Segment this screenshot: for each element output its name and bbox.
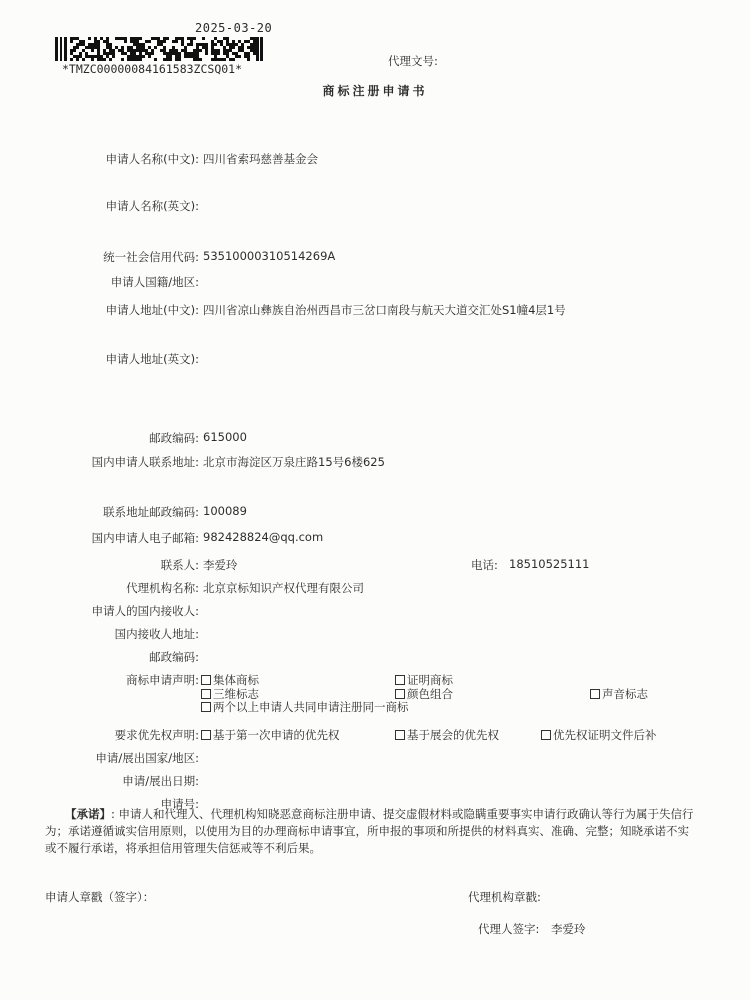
checkbox-joint-label: 两个以上申请人共同申请注册同一商标 <box>213 700 409 714</box>
nationality-label: 申请人国籍/地区: <box>110 275 199 289</box>
barcode-image <box>55 37 263 61</box>
filing-date: 2025-03-20 <box>195 21 273 35</box>
agency-value: 北京京标知识产权代理有限公司 <box>203 581 364 595</box>
checkbox-sound-label: 声音标志 <box>602 687 648 701</box>
checkbox-docs-later[interactable] <box>541 727 657 743</box>
phone-value: 18510525111 <box>509 557 590 571</box>
checkbox-icon <box>395 675 405 685</box>
contact-address-label: 国内申请人联系地址: <box>91 455 199 469</box>
declaration-label: 商标申请声明: <box>126 673 199 687</box>
applicant-seal-label: 申请人章戳（签字）： <box>45 890 155 904</box>
agent-sign-label: 代理人签字: <box>478 922 540 936</box>
agency-seal-label: 代理机构章戳: <box>468 890 541 904</box>
checkbox-icon <box>541 730 551 740</box>
tracking-code: *TMZC00000084161583ZCSQ01* <box>62 62 243 76</box>
recipient-postcode-label: 邮政编码: <box>149 650 199 664</box>
checkbox-color-label: 颜色组合 <box>407 687 453 701</box>
agent-sign-value: 李爱玲 <box>551 922 586 936</box>
checkbox-first-filing-label: 基于第一次申请的优先权 <box>213 728 340 742</box>
name-en-label: 申请人名称(英文): <box>105 199 199 213</box>
agent-doc-no-label: 代理文号: <box>388 54 438 68</box>
postcode-label: 邮政编码: <box>149 431 199 445</box>
checkbox-joint[interactable] <box>201 699 409 715</box>
email-value: 982428824@qq.com <box>203 530 324 544</box>
priority-date-label: 申请/展出日期: <box>122 774 199 788</box>
contact-postcode-label: 联系地址邮政编码: <box>103 505 199 519</box>
name-cn-label: 申请人名称(中文): <box>105 152 199 166</box>
checkbox-icon <box>395 689 405 699</box>
name-cn-value: 四川省索玛慈善基金会 <box>203 152 318 166</box>
contact-person-value: 李爱玲 <box>203 558 238 572</box>
address-cn-label: 申请人地址(中文): <box>105 303 199 317</box>
checkbox-exhibition[interactable] <box>395 727 499 743</box>
checkbox-three-d-label: 三维标志 <box>213 687 259 701</box>
credit-code-value: 53510000310514269A <box>203 249 336 263</box>
contact-address-value: 北京市海淀区万泉庄路15号6楼625 <box>203 455 385 469</box>
contact-postcode-value: 100089 <box>203 504 247 518</box>
checkbox-icon <box>201 689 211 699</box>
checkbox-icon <box>201 675 211 685</box>
document-title: 商标注册申请书 <box>322 84 428 98</box>
checkbox-icon <box>590 689 600 699</box>
credit-code-label: 统一社会信用代码: <box>103 250 199 264</box>
checkbox-first-filing[interactable] <box>201 727 340 743</box>
promise-heading: 【承诺】 <box>65 807 111 821</box>
agency-label: 代理机构名称: <box>126 581 199 595</box>
recipient-address-label: 国内接收人地址: <box>114 627 199 641</box>
priority-label: 要求优先权声明: <box>114 728 199 742</box>
priority-country-label: 申请/展出国家/地区: <box>95 751 199 765</box>
contact-person-label: 联系人: <box>160 558 199 572</box>
checkbox-icon <box>201 702 211 712</box>
promise-text: : 申请人和代理人、代理机构知晓恶意商标注册申请、提交虚假材料或隐瞒重要事实申请行政确认等行为属于失信行为；承诺遵循诚实信用原则，以使用为目的办理商标申请事宜，所申报的事项和所提供的材料真实、准确、完整；知晓承诺不实或不履行承诺，将承担信用管理失信惩戒等不利后果。 <box>45 807 694 855</box>
email-label: 国内申请人电子邮箱: <box>91 531 199 545</box>
address-en-label: 申请人地址(英文): <box>105 352 199 366</box>
checkbox-sound[interactable] <box>590 686 648 702</box>
postcode-value: 615000 <box>203 430 247 444</box>
phone-label: 电话: <box>471 558 498 572</box>
checkbox-icon <box>201 730 211 740</box>
checkbox-docs-later-label: 优先权证明文件后补 <box>553 728 657 742</box>
checkbox-icon <box>395 730 405 740</box>
checkbox-exhibition-label: 基于展会的优先权 <box>407 728 499 742</box>
checkbox-certification-label: 证明商标 <box>407 673 453 687</box>
promise-paragraph <box>45 806 697 857</box>
checkbox-collective-label: 集体商标 <box>213 673 259 687</box>
priority-number-label: 申请号: <box>160 797 199 811</box>
domestic-recipient-label: 申请人的国内接收人: <box>91 604 199 618</box>
address-cn-value: 四川省凉山彝族自治州西昌市三岔口南段与航天大道交汇处S1幢4层1号 <box>203 303 566 317</box>
